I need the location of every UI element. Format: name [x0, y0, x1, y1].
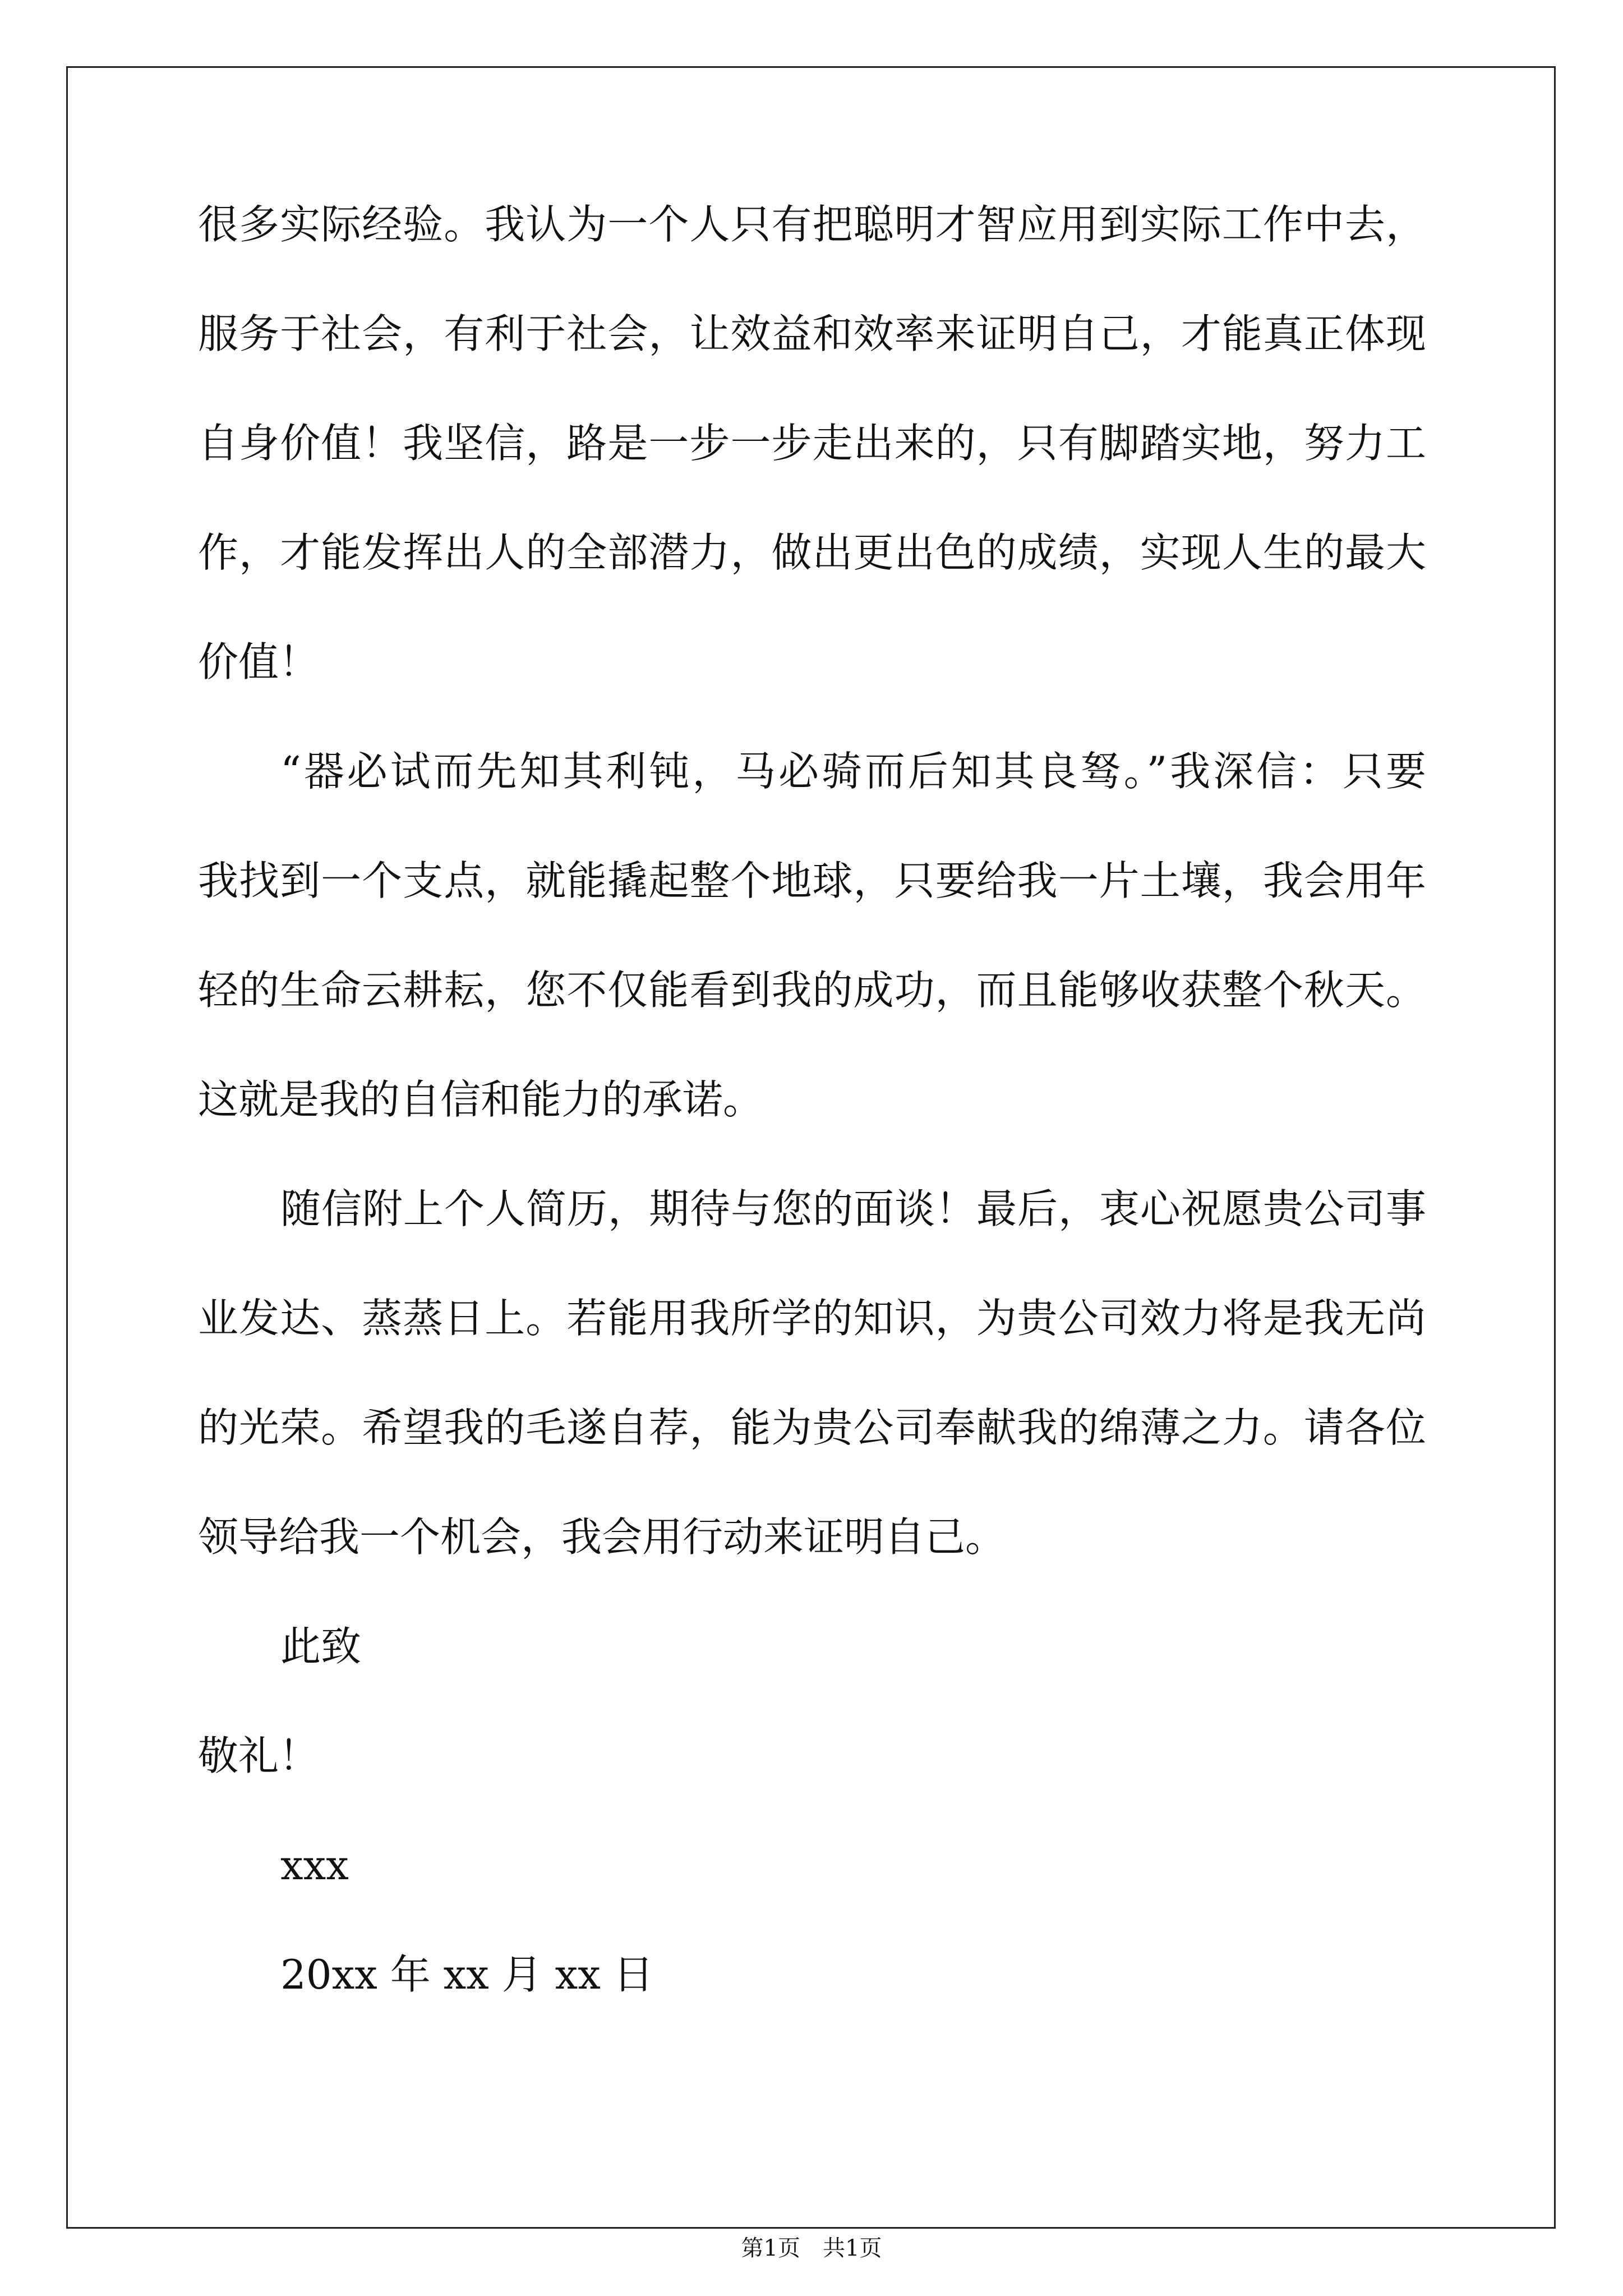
paragraph-2-line-3: 轻的生命云耕耘，您不仅能看到我的成功，而且能够收获整个秋天。: [198, 967, 1426, 1014]
closing-line: 此致: [280, 1623, 362, 1670]
salutation-line: 敬礼！: [198, 1732, 320, 1779]
paragraph-3-line-2: 业发达、蒸蒸日上。若能用我所学的知识，为贵公司效力将是我无尚: [198, 1295, 1426, 1342]
paragraph-1-line-5: 价值！: [198, 638, 320, 685]
paragraph-2-line-2: 我找到一个支点，就能撬起整个地球，只要给我一片土壤，我会用年: [198, 857, 1426, 904]
paragraph-3-line-4: 领导给我一个机会，我会用行动来证明自己。: [198, 1513, 1006, 1561]
paragraph-2-line-1: “器必试而先知其利钝，马必骑而后知其良驽。”我深信：只要: [280, 748, 1426, 795]
signature-line: xxx: [280, 1842, 349, 1889]
paragraph-1-line-3: 自身价值！我坚信，路是一步一步走出来的，只有脚踏实地，努力工: [198, 420, 1426, 467]
paragraph-2-line-4: 这就是我的自信和能力的承诺。: [198, 1076, 764, 1123]
page-number-footer: 第1页 共1页: [741, 2235, 882, 2261]
paragraph-1-line-4: 作，才能发挥出人的全部潜力，做出更出色的成绩，实现人生的最大: [198, 529, 1426, 576]
paragraph-3-line-1: 随信附上个人简历，期待与您的面谈！最后，衷心祝愿贵公司事: [280, 1185, 1426, 1232]
paragraph-1-line-2: 服务于社会，有利于社会，让效益和效率来证明自己，才能真正体现: [198, 310, 1426, 357]
paragraph-1-line-1: 很多实际经验。我认为一个人只有把聪明才智应用到实际工作中去，: [198, 201, 1426, 248]
page-border: [66, 66, 1556, 2229]
paragraph-3-line-3: 的光荣。希望我的毛遂自荐，能为贵公司奉献我的绵薄之力。请各位: [198, 1404, 1426, 1451]
date-line: 20xx 年 xx 月 xx 日: [280, 1951, 654, 1998]
